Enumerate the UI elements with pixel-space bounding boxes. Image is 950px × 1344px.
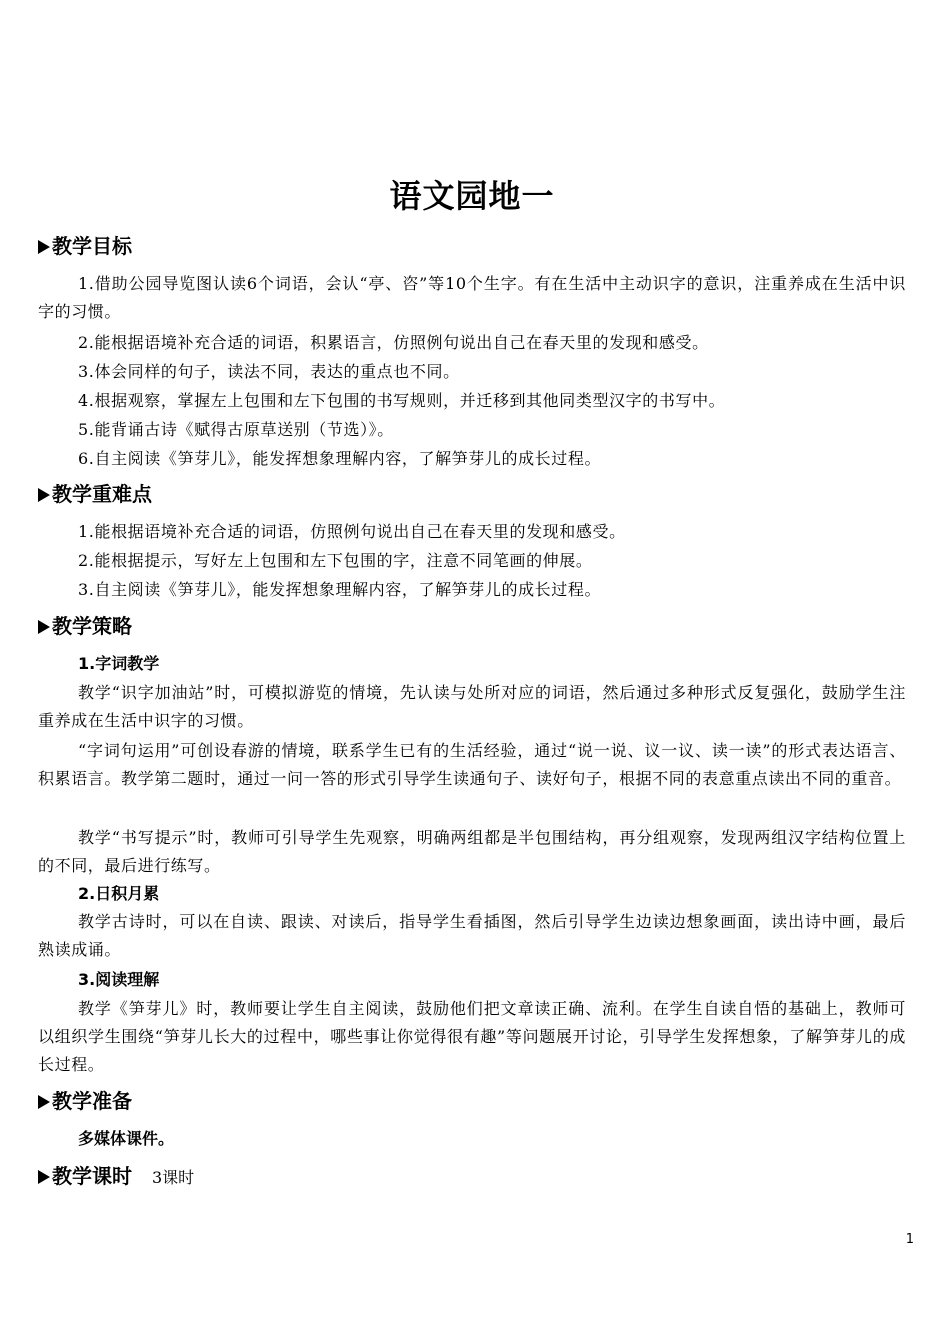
strategy-subheading: 2.日积月累 xyxy=(78,884,160,903)
section-heading-text: 教学重难点 xyxy=(52,482,152,506)
hours-value: 3课时 xyxy=(152,1168,195,1187)
goal-item: 1.借助公园导览图认读6个词语，会认“亭、咨”等10个生字。有在生活中主动识字的意识，注重养成在生活中识字的习惯。 xyxy=(38,274,906,321)
section-heading-hours xyxy=(38,1162,194,1192)
triangle-bullet-icon xyxy=(38,488,50,502)
triangle-bullet-icon xyxy=(38,240,50,254)
strategy-paragraph: “字词句运用”可创设春游的情境，联系学生已有的生活经验，通过“说一说、议一议、读一读”的形式表达语言、积累语言。教学第二题时，通过一问一答的形式引导学生读通句子、读好句子，根据不同的表意重点读出不同的重音。 xyxy=(38,741,906,788)
strategy-paragraph: 教学古诗时，可以在自读、跟读、对读后，指导学生看插图，然后引导学生边读边想象画面，读出诗中画，最后熟读成诵。 xyxy=(38,912,906,959)
section-heading-goals xyxy=(38,232,132,260)
page-number: 1 xyxy=(905,1232,914,1247)
section-heading-strategy xyxy=(38,612,132,640)
strategy-paragraph: 教学“书写提示”时，教师可引导学生先观察，明确两组都是半包围结构，再分组观察，发现两组汉字结构位置上的不同，最后进行练写。 xyxy=(38,828,906,875)
page-title: 语文园地一 xyxy=(389,177,555,215)
strategy-paragraph: 教学《笋芽儿》时，教师要让学生自主阅读，鼓励他们把文章读正确、流利。在学生自读自悟的基础上，教师可以组织学生围绕“笋芽儿长大的过程中，哪些事让你觉得很有趣”等问题展开讨论，引导学生发挥想象，了解笋芽儿的成长过程。 xyxy=(38,999,906,1074)
goal-item: 2.能根据语境补充合适的词语，积累语言，仿照例句说出自己在春天里的发现和感受。 xyxy=(78,333,709,352)
keypoint-item: 2.能根据提示，写好左上包围和左下包围的字，注意不同笔画的伸展。 xyxy=(78,551,593,570)
section-heading-text: 教学准备 xyxy=(52,1089,132,1113)
section-heading-prep xyxy=(38,1087,132,1115)
section-heading-text: 教学目标 xyxy=(52,234,132,258)
goal-item: 3.体会同样的句子，读法不同，表达的重点也不同。 xyxy=(78,362,460,381)
section-heading-text: 教学策略 xyxy=(52,614,132,638)
triangle-bullet-icon xyxy=(38,620,50,634)
triangle-bullet-icon xyxy=(38,1095,50,1109)
goal-item: 4.根据观察，掌握左上包围和左下包围的书写规则，并迁移到其他同类型汉字的书写中。 xyxy=(78,391,726,410)
goal-item: 6.自主阅读《笋芽儿》，能发挥想象理解内容，了解笋芽儿的成长过程。 xyxy=(78,449,602,468)
strategy-paragraph: 教学“识字加油站”时，可模拟游览的情境，先认读与处所对应的词语，然后通过多种形式反复强化，鼓励学生注重养成在生活中识字的习惯。 xyxy=(38,683,906,730)
goal-item: 5.能背诵古诗《赋得古原草送别（节选）》。 xyxy=(78,420,394,439)
keypoint-item: 1.能根据语境补充合适的词语，仿照例句说出自己在春天里的发现和感受。 xyxy=(78,522,626,541)
keypoint-item: 3.自主阅读《笋芽儿》，能发挥想象理解内容，了解笋芽儿的成长过程。 xyxy=(78,580,602,599)
triangle-bullet-icon xyxy=(38,1170,50,1184)
strategy-subheading: 1.字词教学 xyxy=(78,654,160,673)
strategy-subheading: 3.阅读理解 xyxy=(78,970,160,989)
section-heading-keypoints xyxy=(38,480,152,508)
section-heading-text: 教学课时 xyxy=(52,1164,132,1188)
prep-text: 多媒体课件。 xyxy=(78,1129,175,1148)
